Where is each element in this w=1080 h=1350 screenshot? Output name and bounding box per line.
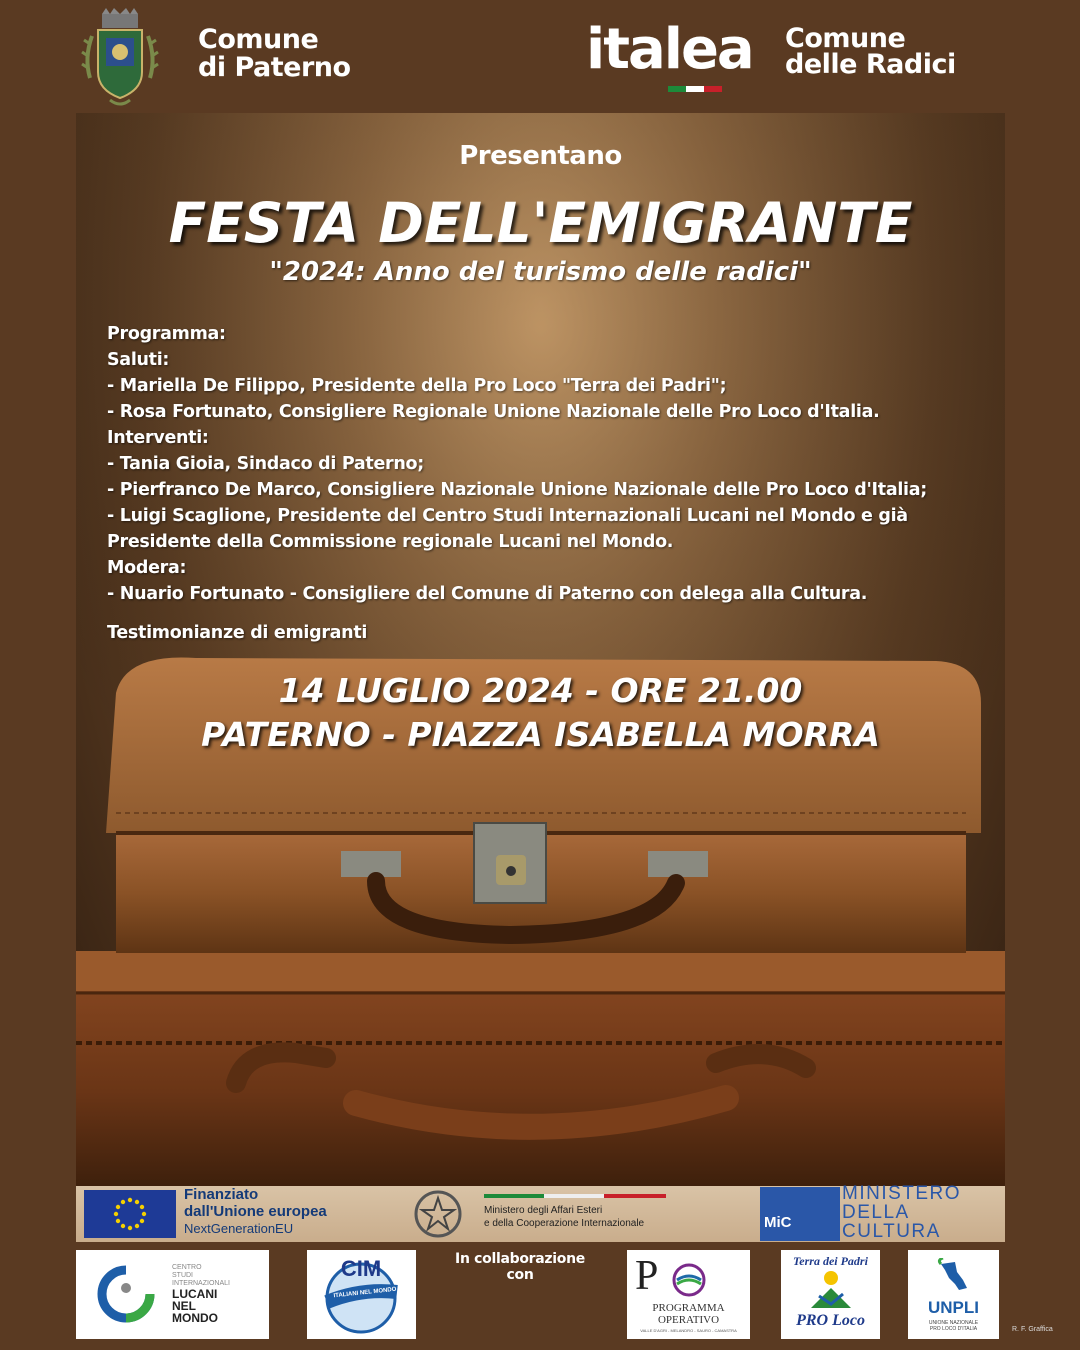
italea-logo: italea (586, 17, 753, 82)
pro-loco-text: PRO Loco (796, 1312, 865, 1329)
italian-flag-icon (668, 86, 722, 92)
program-line: Interventi: (107, 428, 209, 448)
event-title: FESTA DELL'EMIGRANTE (168, 191, 913, 255)
unpli-subtext (908, 1320, 999, 1332)
mic-label: MiC (764, 1214, 792, 1231)
po-circle-icon (671, 1262, 707, 1298)
csil-ring-icon (96, 1264, 156, 1324)
program-line: Programma: (107, 324, 226, 344)
po-line1: PROGRAMMA (652, 1302, 725, 1314)
collaboration-label (430, 1251, 610, 1283)
ministero-cultura-text (842, 1184, 961, 1241)
testimonianze-label: Testimonianze di emigranti (107, 623, 368, 643)
csil-small3: INTERNAZIONALI (172, 1280, 230, 1287)
ministero-line2: DELLA (842, 1202, 910, 1223)
csil-big3: MONDO (172, 1311, 218, 1325)
pro-loco-emblem-icon (801, 1268, 861, 1310)
pro-loco-terra-padri-logo (781, 1250, 880, 1339)
program-line: Modera: (107, 558, 187, 578)
comune-radici-line1: Comune (785, 23, 906, 54)
program-line: - Nuario Fortunato - Consigliere del Comune di Paterno con delega alla Cultura. (107, 584, 868, 604)
presentano-label: Presentano (459, 141, 622, 171)
eu-line3: NextGenerationEU (184, 1221, 294, 1236)
maeci-tricolor-bar (484, 1194, 666, 1198)
csil-big2: NEL (172, 1299, 196, 1313)
po-subtext: VALLE D'AGRI - MELANDRO - SAURO - CAMASTRA (640, 1328, 737, 1333)
eu-funding-text (184, 1186, 327, 1237)
programma-operativo-logo (627, 1250, 750, 1339)
event-place: PATERNO - PIAZZA ISABELLA MORRA (201, 715, 880, 754)
program-line: - Pierfranco De Marco, Consigliere Nazionale Unione Nazionale delle Pro Loco d'Italia; (107, 480, 927, 500)
program-list (107, 321, 997, 607)
unpli-text: UNPLI (928, 1298, 979, 1317)
collab-line2: con (506, 1267, 534, 1283)
csil-small-text (172, 1264, 230, 1288)
program-line: Saluti: (107, 350, 170, 370)
program-line: Presidente della Commissione regionale Lucani nel Mondo. (107, 532, 674, 552)
csil-small1: CENTRO (172, 1264, 202, 1271)
comune-radici-line2: delle Radici (785, 49, 956, 80)
eu-line2: dall'Unione europea (184, 1203, 327, 1220)
cim-logo (307, 1250, 416, 1339)
program-line: - Rosa Fortunato, Consigliere Regionale Unione Nazionale delle Pro Loco d'Italia. (107, 402, 880, 422)
unpli-logo (908, 1250, 999, 1339)
eu-line1: Finanziato (184, 1186, 259, 1203)
unpli-sub1: UNIONE NAZIONALE (928, 1320, 979, 1326)
maeci-line1: Ministero degli Affari Esteri (484, 1205, 603, 1216)
italian-republic-emblem-icon (410, 1188, 466, 1240)
maeci-line2: e della Cooperazione Internazionale (484, 1218, 645, 1229)
cim-text: CIM (340, 1256, 382, 1281)
designer-credit: R. F. Graffica (1012, 1326, 1053, 1333)
program-line: - Tania Gioia, Sindaco di Paterno; (107, 454, 424, 474)
ministero-line1: MINISTERO (842, 1183, 962, 1204)
paterno-crest-icon (80, 8, 160, 112)
header-bar (0, 0, 1080, 113)
cim-band-text: ITALIANI NEL MONDO (333, 1286, 397, 1300)
comune-paterno-label (198, 26, 351, 82)
csil-big-text (172, 1288, 218, 1324)
event-date-time: 14 LUGLIO 2024 - ORE 21.00 (278, 671, 803, 710)
po-line2: OPERATIVO (657, 1314, 720, 1326)
maeci-text (484, 1204, 644, 1230)
comune-paterno-line2: di Paterno (198, 52, 351, 83)
eu-flag-icon (84, 1190, 176, 1238)
csil-logo (76, 1250, 269, 1339)
program-line: - Luigi Scaglione, Presidente del Centro Studi Internazionali Lucani nel Mondo e già (107, 506, 908, 526)
csil-big1: LUCANI (172, 1287, 218, 1301)
po-text (627, 1302, 750, 1326)
event-subtitle: "2024: Anno del turismo delle radici" (269, 257, 812, 287)
comune-radici-label (785, 23, 956, 80)
po-mark-icon: P (635, 1253, 659, 1299)
unpli-sub2: PRO LOCO D'ITALIA (929, 1326, 978, 1332)
sponsor-strip (76, 1183, 1005, 1242)
poster (76, 113, 1005, 1186)
ministero-line3: CULTURA (842, 1221, 941, 1242)
csil-small2: STUDI (172, 1272, 193, 1279)
comune-paterno-line1: Comune (198, 24, 319, 55)
unpli-italy-icon (933, 1258, 973, 1298)
collab-line1: In collaborazione (455, 1251, 585, 1267)
terra-padri-text: Terra dei Padri (793, 1254, 868, 1268)
program-line: - Mariella De Filippo, Presidente della Pro Loco "Terra dei Padri"; (107, 376, 727, 396)
